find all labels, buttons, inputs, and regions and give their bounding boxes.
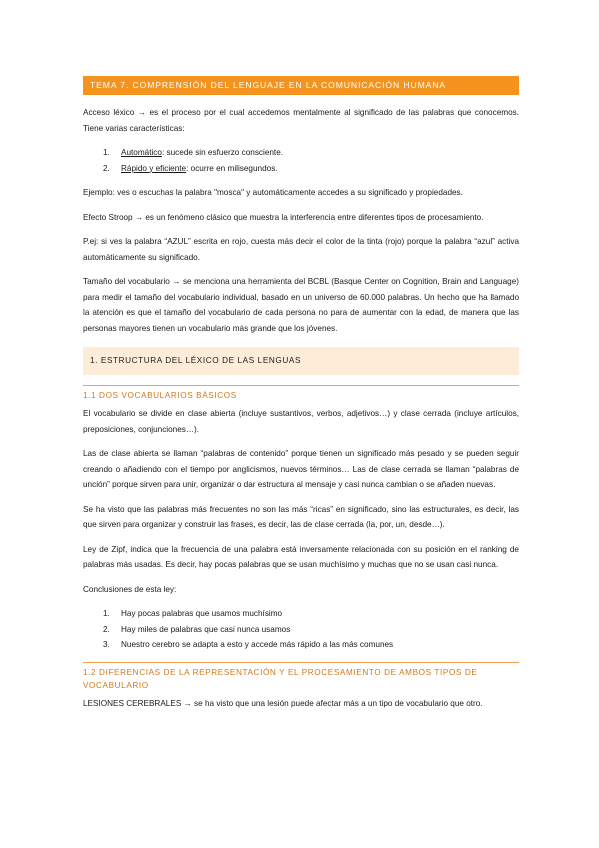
list-item xyxy=(83,622,519,638)
list-number: 1. xyxy=(103,148,110,157)
paragraph-acceso-lexico: Acceso léxico → es el proceso por el cual accedemos mentalmente al significado de las palabras que conocemos. Tiene varias características: xyxy=(83,108,519,133)
paragraph-frequent-words: Se ha visto que las palabras más frecuentes no son las más “ricas” en significado, sino las estructurales, es decir, las que sirven para organizar y construir las frases, es decir, las de clase cerrada (la, por, un, desde…). xyxy=(83,504,519,529)
paragraph-ejemplo: Ejemplo: ves o escuchas la palabra "mosca" y automáticamente accedes a su significado y propiedades. xyxy=(83,188,463,197)
list-text: Hay miles de palabras que casi nunca usamos xyxy=(121,624,291,634)
list-number: 2. xyxy=(103,163,110,173)
list-text: : sucede sin esfuerzo consciente. xyxy=(161,148,284,157)
paragraph-brain-lesions: LESIONES CEREBRALES → se ha visto que una lesión puede afectar más a un tipo de vocabulario que otro. xyxy=(83,698,483,708)
list-text: : ocurre en milisegundos. xyxy=(186,163,278,173)
paragraph-conclusions-intro: Conclusiones de esta ley: xyxy=(83,584,177,594)
paragraph-open-closed-class: Las de clase abierta se llaman “palabras de contenido” porque tienen un significado más pesado y se pueden seguir creando o añadiendo con el tiempo por anglicismos, nuevos términos… Las de clase cerrada se llaman “palabras de unción” porque sirven para unir, organizar o dar estructura al mensaje y casi nunca cambian o se añaden nuevas. xyxy=(83,449,519,489)
paragraph-zipf-law: Ley de Zipf, indica que la frecuencia de una palabra está inversamente relacionada con su posición en el ranking de palabras más usadas. Es decir, hay pocas palabras que se usan muchísimo y muchas que no se usan casi nunca. xyxy=(83,544,519,569)
paragraph-stroop-example: P.ej: si ves la palabra “AZUL” escrita en rojo, cuesta más decir el color de la tinta (rojo) porque la palabra “azul” activa automáticamente su significado. xyxy=(83,237,519,262)
conclusions-list xyxy=(83,606,519,653)
paragraph-vocabulary-size: Tamaño del vocabulario → se menciona una herramienta del BCBL (Basque Center on Cognition, Brain and Language) para medir el tamaño del vocabulario individual, basado en un universo de 60.000 palabras. Un hecho que ha llamado la atención es que el tamaño del vocabulario de cada persona no para de aumentar con la edad, de manera que las personas mayores tienen un vocabulario más grande que los jóvenes. xyxy=(83,277,519,333)
list-number: 2. xyxy=(103,624,110,634)
list-text: Nuestro cerebro se adapta a esto y accede más rápido a las más comunes xyxy=(121,640,394,649)
list-term: Automático xyxy=(121,148,162,157)
list-item xyxy=(83,161,519,177)
list-number: 1. xyxy=(103,609,110,618)
characteristics-list xyxy=(83,145,519,176)
paragraph-vocabulary-classes: El vocabulario se divide en clase abierta (incluye sustantivos, verbos, adjetivos…) y clase cerrada (incluye artículos, preposiciones, conjunciones…). xyxy=(83,409,519,434)
list-text: Hay pocas palabras que usamos muchísimo xyxy=(121,609,283,618)
subsection-heading: 1.2 DIFERENCIAS DE LA REPRESENTACIÓN Y EL PROCESAMIENTO DE AMBOS TIPOS DE VOCABULARIO xyxy=(83,662,519,692)
subsection-heading: 1.1 DOS VOCABULARIOS BÁSICOS xyxy=(83,385,519,402)
list-term: Rápido y eficiente xyxy=(121,163,187,173)
chapter-title-banner: TEMA 7. COMPRENSIÓN DEL LENGUAJE EN LA COMUNICACIÓN HUMANA xyxy=(83,76,519,95)
document-page xyxy=(83,76,519,711)
list-item xyxy=(83,637,519,653)
list-item xyxy=(83,606,519,622)
section-heading: 1. ESTRUCTURA DEL LÉXICO DE LAS LENGUAS xyxy=(83,347,519,375)
list-number: 3. xyxy=(103,640,110,649)
paragraph-efecto-stroop: Efecto Stroop → es un fenómeno clásico que muestra la interferencia entre diferentes tipos de procesamiento. xyxy=(83,212,484,222)
list-item xyxy=(83,145,519,161)
